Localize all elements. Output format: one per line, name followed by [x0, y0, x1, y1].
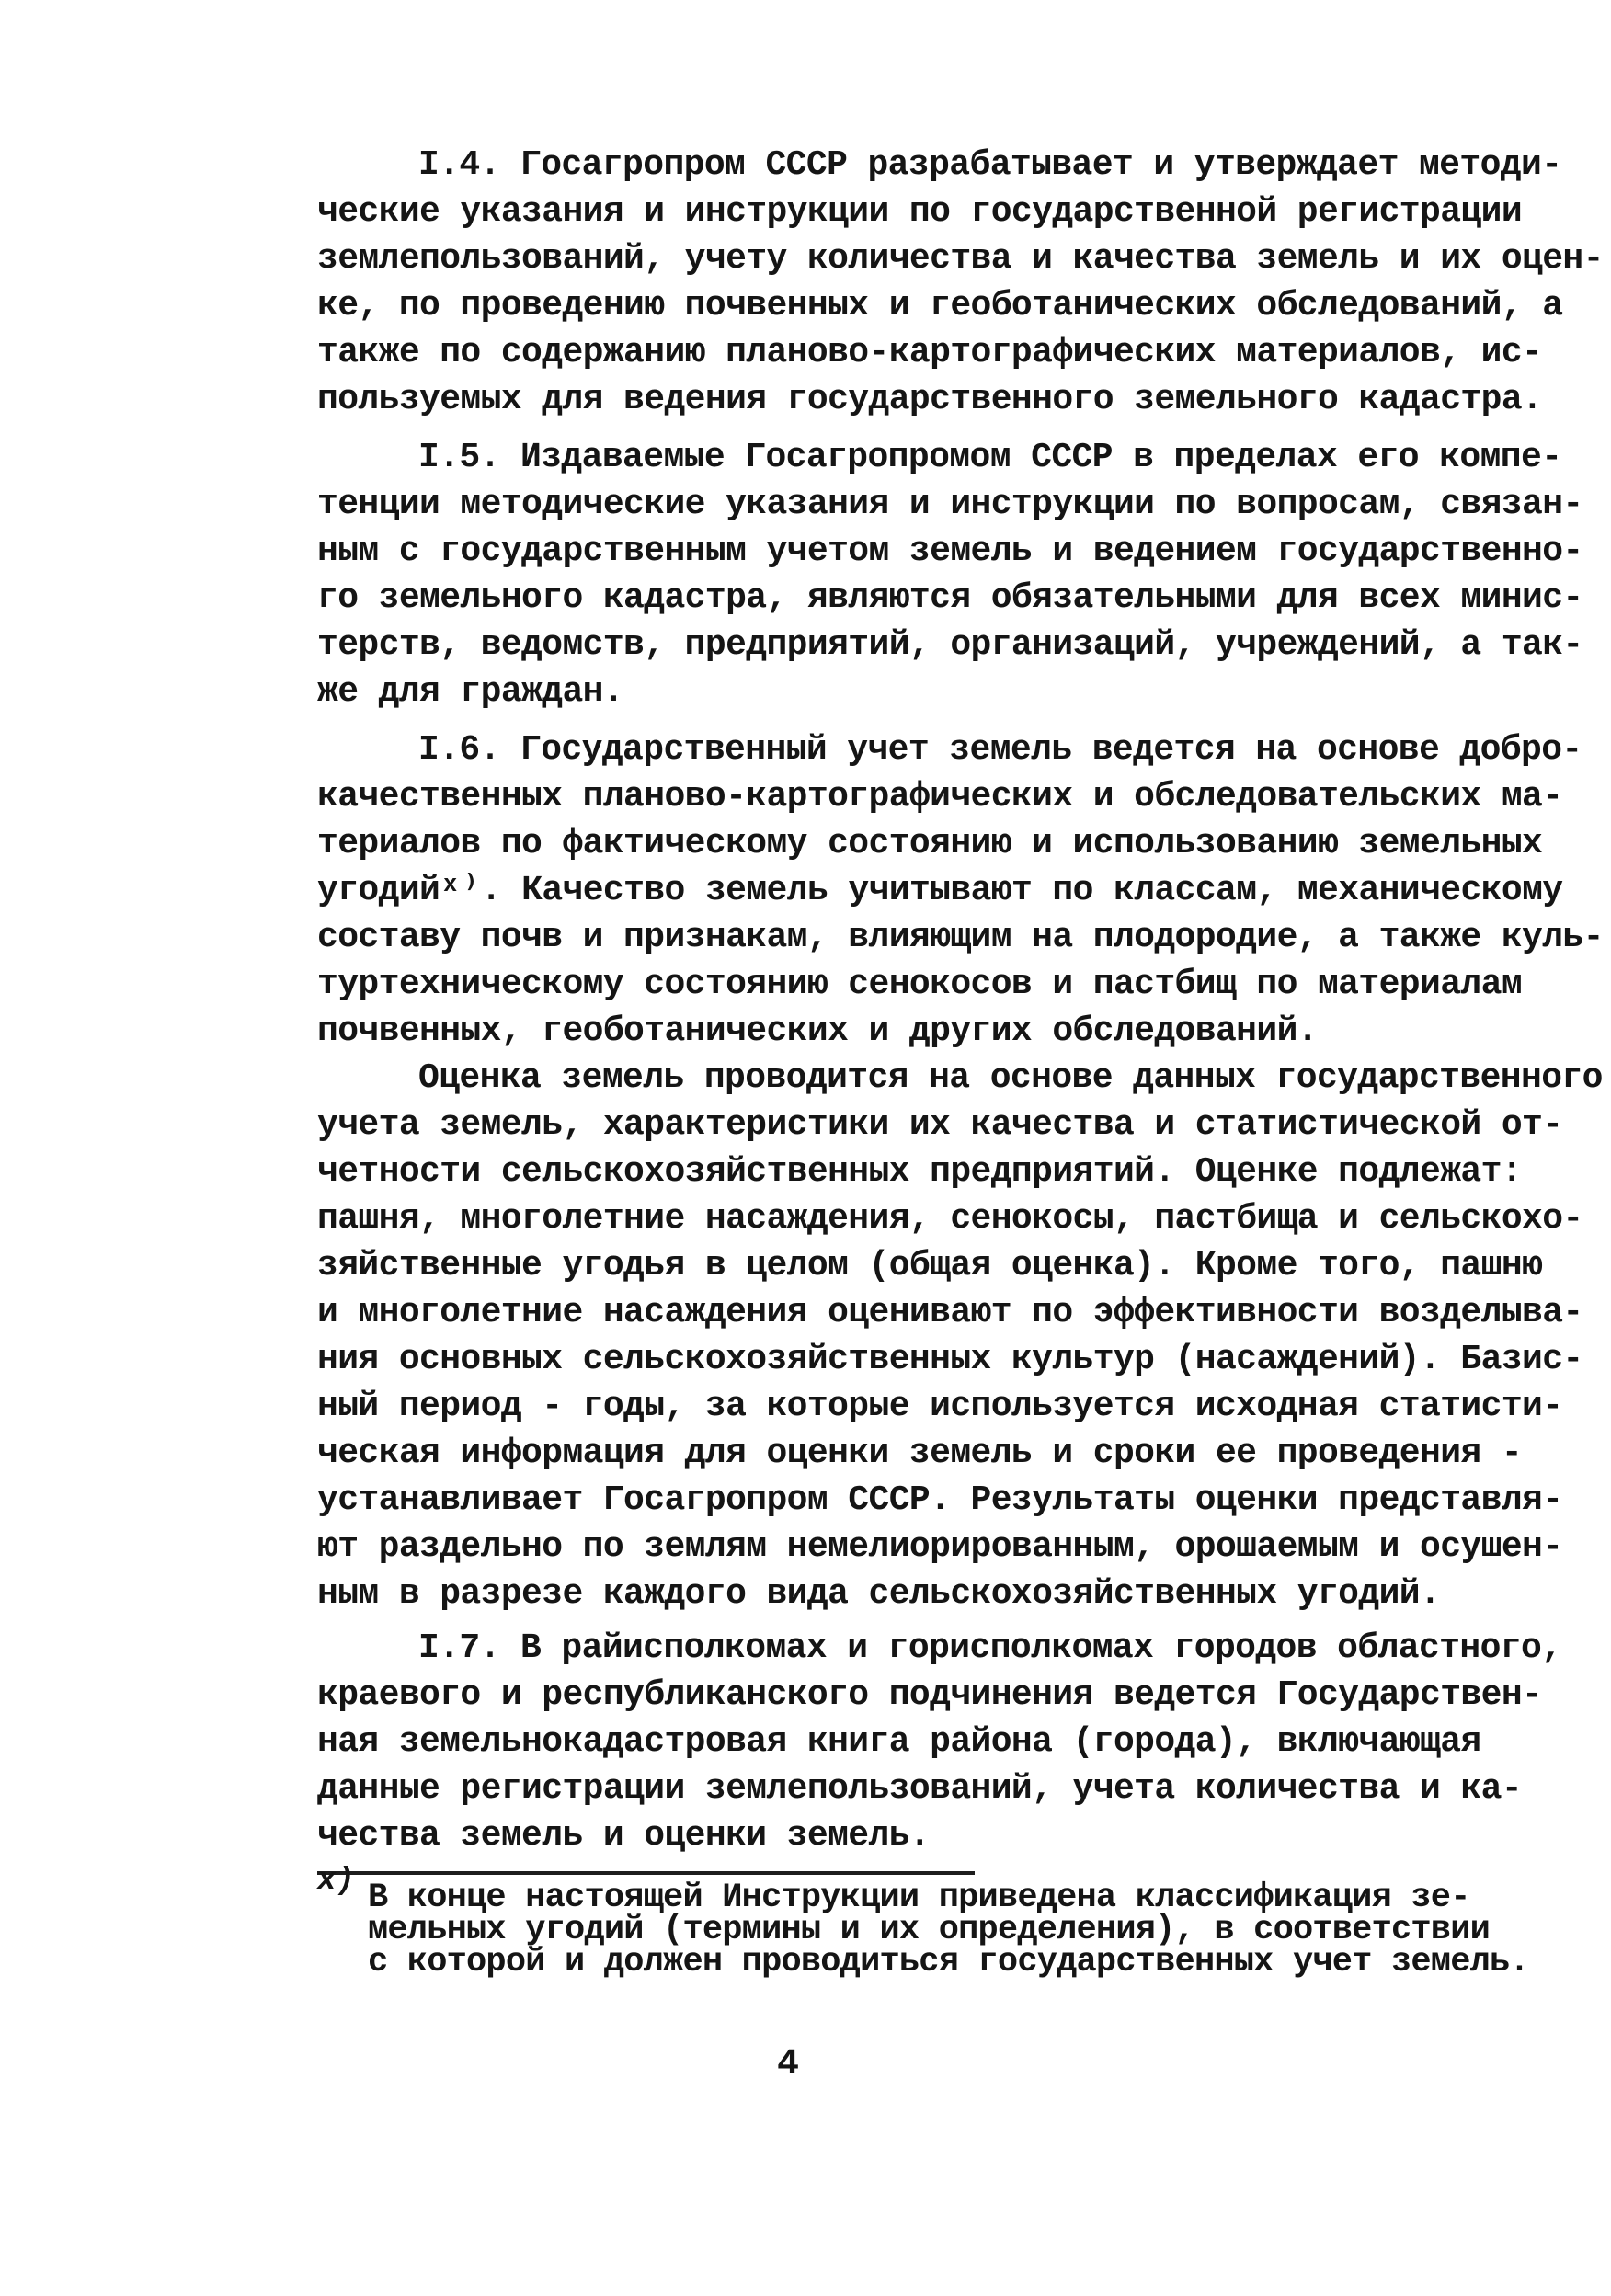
- footnote-separator: [317, 1871, 975, 1875]
- paragraph-assessment-line-8: ный период - годы, за которые используется исходная статисти-: [317, 1387, 1563, 1426]
- paragraph-1-4-line-1: I.4. Госагропром СССР разрабатывает и утверждает методи-: [418, 145, 1562, 185]
- paragraph-assessment-line-10: устанавливает Госагропром СССР. Результаты оценки представля-: [317, 1480, 1563, 1520]
- paragraph-1-4-line-5: также по содержанию планово-картографических материалов, ис-: [317, 333, 1543, 372]
- paragraph-assessment-line-11: ют раздельно по землям немелиорированным, орошаемым и осушен-: [317, 1527, 1563, 1567]
- footnote-line-1: В конце настоящей Инструкции приведена классификация зе-: [368, 1879, 1470, 1917]
- paragraph-1-5-line-4: го земельного кадастра, являются обязательными для всех минис-: [317, 578, 1583, 618]
- footnote-line-3: с которой и должен проводиться государственных учет земель.: [368, 1943, 1529, 1982]
- paragraph-assessment-line-12: ным в разрезе каждого вида сельскохозяйственных угодий.: [317, 1574, 1441, 1614]
- paragraph-1-7-line-4: данные регистрации землепользований, учета количества и ка-: [317, 1769, 1523, 1809]
- paragraph-1-7-line-5: чества земель и оценки земель.: [317, 1816, 931, 1856]
- paragraph-1-7-line-2: краевого и республиканского подчинения ведется Государствен-: [317, 1675, 1543, 1715]
- paragraph-1-5-line-6: же для граждан.: [317, 672, 624, 712]
- paragraph-assessment-line-7: ния основных сельскохозяйственных культур (насаждений). Базис-: [317, 1340, 1583, 1379]
- paragraph-assessment-line-4: пашня, многолетние насаждения, сенокосы, пастбища и сельскохо-: [317, 1199, 1583, 1239]
- paragraph-assessment-line-3: четности сельскохозяйственных предприятий. Оценке подлежат:: [317, 1152, 1523, 1192]
- paragraph-assessment-line-2: учета земель, характеристики их качества и статистической от-: [317, 1105, 1563, 1145]
- paragraph-1-4-line-4: ке, по проведению почвенных и геоботанических обследований, а: [317, 286, 1563, 326]
- paragraph-1-6-line-7: почвенных, геоботанических и других обследований.: [317, 1011, 1318, 1051]
- paragraph-1-4-line-3: землепользований, учету количества и качества земель и их оцен-: [317, 239, 1604, 279]
- paragraph-assessment-line-1: Оценка земель проводится на основе данных государственного: [418, 1058, 1603, 1098]
- paragraph-1-6-line-5: составу почв и признакам, влияющим на плодородие, а также куль-: [317, 918, 1604, 957]
- paragraph-assessment-line-6: и многолетние насаждения оценивают по эффективности возделыва-: [317, 1293, 1583, 1332]
- footnote-marker: х): [317, 1864, 355, 1899]
- footnote-line-2: мельных угодий (термины и их определения), в соответствии: [368, 1911, 1491, 1949]
- paragraph-1-4-line-6: пользуемых для ведения государственного земельного кадастра.: [317, 380, 1543, 419]
- paragraph-1-5-line-3: ным с государственным учетом земель и ведением государственно-: [317, 531, 1583, 571]
- paragraph-1-5-line-1: I.5. Издаваемые Госагропромом СССР в пределах его компе-: [418, 438, 1562, 477]
- paragraph-assessment-line-5: зяйственные угодья в целом (общая оценка). Кроме того, пашню: [317, 1246, 1543, 1285]
- paragraph-1-6-line-2: качественных планово-картографических и обследовательских ма-: [317, 777, 1563, 817]
- paragraph-1-6-line-4: угодийˣ⁾. Качество земель учитывают по классам, механическому: [317, 871, 1563, 910]
- paragraph-assessment-line-9: ческая информация для оценки земель и сроки ее проведения -: [317, 1434, 1523, 1473]
- page-number: 4: [777, 2044, 800, 2085]
- paragraph-1-6-line-1: I.6. Государственный учет земель ведется на основе добро-: [418, 730, 1582, 770]
- paragraph-1-5-line-5: терств, ведомств, предприятий, организаций, учреждений, а так-: [317, 625, 1583, 665]
- paragraph-1-7-line-1: I.7. В райисполкомах и горисполкомах городов областного,: [418, 1628, 1562, 1668]
- paragraph-1-5-line-2: тенции методические указания и инструкции по вопросам, связан-: [317, 485, 1583, 524]
- paragraph-1-4-line-2: ческие указания и инструкции по государственной регистрации: [317, 192, 1523, 232]
- paragraph-1-6-line-3: териалов по фактическому состоянию и использованию земельных: [317, 824, 1543, 863]
- paragraph-1-6-line-6: туртехническому состоянию сенокосов и пастбищ по материалам: [317, 965, 1523, 1004]
- paragraph-1-7-line-3: ная земельнокадастровая книга района (города), включающая: [317, 1722, 1481, 1762]
